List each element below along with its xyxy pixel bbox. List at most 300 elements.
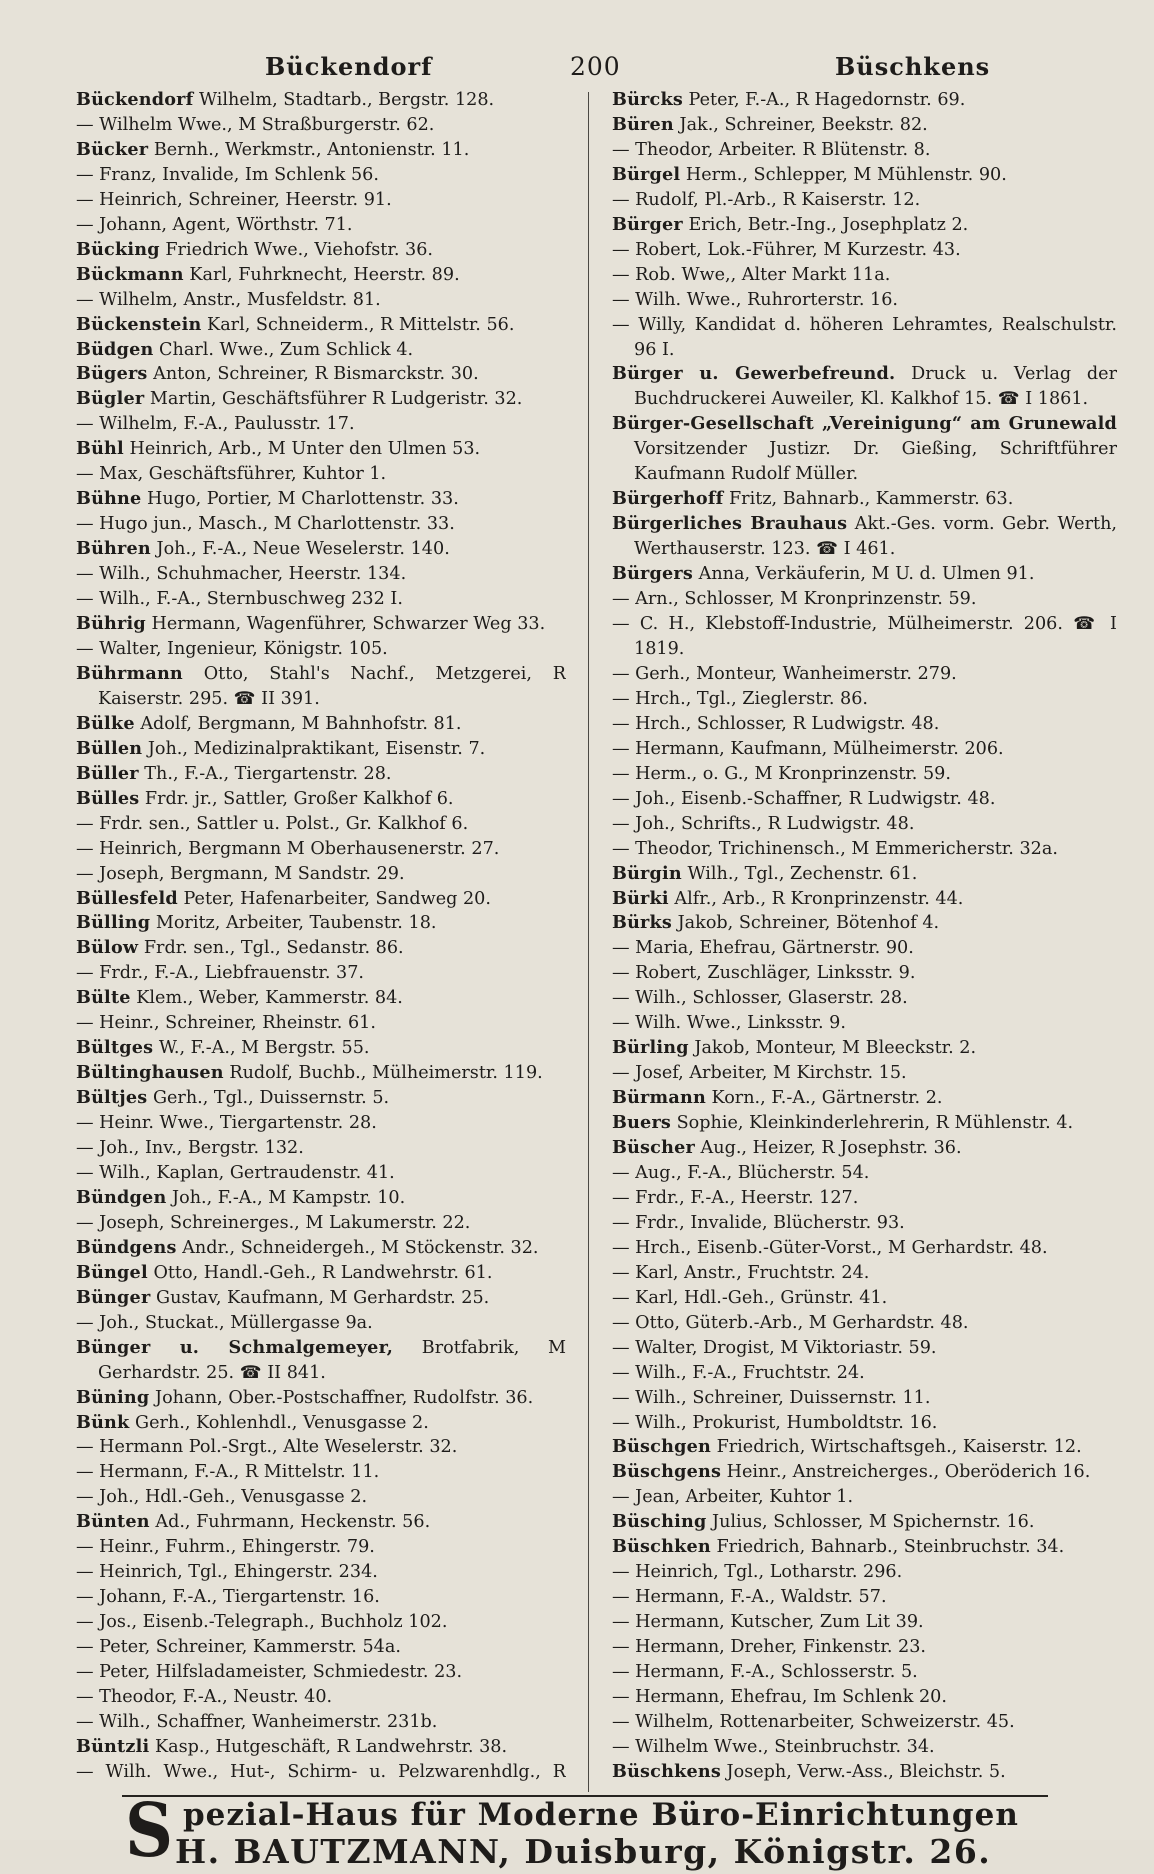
entry-details: — Frdr., F.-A., Heerstr. 127. (612, 1187, 859, 1208)
left-column (76, 88, 566, 1788)
directory-entry (612, 1411, 1117, 1436)
entry-surname: Bürgin (612, 862, 682, 884)
directory-entry (612, 1610, 1117, 1635)
entry-surname: Buers (612, 1112, 672, 1134)
entry-details: — Heinrich, Tgl., Lotharstr. 296. (612, 1562, 903, 1583)
entry-details: — Wilh. Wwe., Linksstr. 9. (612, 1013, 846, 1034)
entry-details: — Robert, Lok.-Führer, M Kurzestr. 43. (612, 239, 961, 260)
directory-entry (612, 961, 1117, 986)
entry-details: — Franz, Invalide, Im Schlenk 56. (76, 164, 379, 185)
directory-entry (76, 313, 566, 338)
directory-entry (612, 213, 1117, 238)
entry-surname: Bürger u. Gewerbefreund. (612, 363, 896, 385)
right-column (612, 88, 1117, 1788)
entry-details: W., F.-A., M Bergstr. 55. (158, 1038, 370, 1059)
entry-details: Rudolf, Buchb., Mülheimerstr. 119. (229, 1063, 543, 1084)
entry-surname: Bürger-Gesellschaft „Vereinigung“ am Grunewald (612, 413, 1117, 435)
entry-details: — Walter, Drogist, M Viktoriastr. 59. (612, 1337, 937, 1358)
directory-entry (76, 1411, 566, 1436)
directory-entry (612, 712, 1117, 737)
directory-entry (612, 487, 1117, 512)
directory-entry (76, 662, 566, 712)
entry-details: Anna, Verkäuferin, M U. d. Ulmen 91. (698, 564, 1035, 585)
entry-surname: Büschgen (612, 1436, 711, 1458)
directory-entry (76, 113, 566, 138)
directory-entry (76, 961, 566, 986)
directory-entry (76, 862, 566, 887)
directory-entry (612, 1186, 1117, 1211)
entry-surname: Büngel (76, 1261, 148, 1283)
directory-entry (612, 762, 1117, 787)
entry-details: — Joh., Hdl.-Geh., Venusgasse 2. (76, 1487, 368, 1508)
entry-details: Martin, Geschäftsführer R Ludgeristr. 32. (149, 389, 523, 410)
advertisement-line-1: pezial-Haus für Moderne Büro-Einrichtungen (183, 1797, 1019, 1833)
directory-entry (76, 138, 566, 163)
entry-details: — Wilh. Wwe., Ruhrorterstr. 16. (612, 289, 899, 310)
entry-details: Peter, Hafenarbeiter, Sandweg 20. (183, 888, 491, 909)
directory-entry (612, 812, 1117, 837)
entry-details: — Peter, Schreiner, Kammerstr. 54a. (76, 1637, 401, 1658)
entry-surname: Bügler (76, 388, 145, 410)
entry-surname: Büschgens (612, 1461, 722, 1483)
directory-entry (76, 1061, 566, 1086)
directory-entry (76, 612, 566, 637)
directory-entry (612, 1086, 1117, 1111)
directory-entry (612, 113, 1117, 138)
entry-details: Gustav, Kaufmann, M Gerhardstr. 25. (156, 1287, 490, 1308)
entry-details: Jak., Schreiner, Beekstr. 82. (679, 114, 928, 135)
entry-details: — Johann, F.-A., Tiergartenstr. 16. (76, 1587, 380, 1608)
directory-entry (612, 1735, 1117, 1760)
entry-details: Heinrich, Arb., M Unter den Ulmen 53. (129, 439, 481, 460)
entry-details: — Max, Geschäftsführer, Kuhtor 1. (76, 464, 387, 485)
entry-surname: Büntzli (76, 1735, 150, 1757)
entry-details: — Hugo jun., Masch., M Charlottenstr. 33. (76, 514, 455, 535)
directory-entry (76, 338, 566, 363)
entry-details: — Hermann, Ehefrau, Im Schlenk 20. (612, 1687, 947, 1707)
entry-details: — Wilh., F.-A., Fruchtstr. 24. (612, 1362, 865, 1383)
directory-entry (612, 138, 1117, 163)
directory-entry (76, 1510, 566, 1535)
directory-entry (612, 787, 1117, 812)
entry-details: — Wilh. Wwe., Hut-, Schirm- u. Pelzwarenhdlg., R (76, 1761, 566, 1782)
entry-details: Jakob, Monteur, M Bleeckstr. 2. (694, 1038, 977, 1059)
directory-entry (76, 1211, 566, 1236)
entry-surname: Bürling (612, 1037, 689, 1059)
entry-surname: Bündgens (76, 1236, 177, 1258)
entry-details: — Jean, Arbeiter, Kuhtor 1. (612, 1487, 854, 1508)
entry-details: Druck u. Verlag der Buchdruckerei Auweiler, Kl. Kalkhof 15. ☎ I 1861. (634, 364, 1117, 410)
entry-surname: Bülling (76, 912, 151, 934)
entry-details: — Josef, Arbeiter, M Kirchstr. 15. (612, 1063, 907, 1084)
directory-entry (76, 762, 566, 787)
entry-surname: Bürgerhoff (612, 488, 724, 510)
directory-entry (612, 1685, 1117, 1710)
advertisement-initial: S (125, 1788, 174, 1874)
entry-details: — Heinrich, Bergmann M Oberhausenerstr. 27. (76, 838, 500, 859)
entry-surname: Bücking (76, 238, 160, 260)
entry-details: — Aug., F.-A., Blücherstr. 54. (612, 1162, 870, 1183)
directory-entry (612, 687, 1117, 712)
directory-entry (76, 1386, 566, 1411)
entry-details: — Wilh., F.-A., Sternbuschweg 232 I. (76, 589, 403, 610)
entry-details: — C. H., Klebstoff-Industrie, Mülheimerstr. 206. ☎ I 1819. (612, 614, 1117, 659)
entry-details: — Wilhelm Wwe., M Straßburgerstr. 62. (76, 114, 435, 135)
entry-details: — Hermann, F.-A., R Mittelstr. 11. (76, 1462, 380, 1483)
entry-surname: Büllen (76, 737, 143, 759)
entry-details: Frdr. jr., Sattler, Großer Kalkhof 6. (144, 788, 454, 809)
directory-entry (612, 288, 1117, 313)
entry-details: Charl. Wwe., Zum Schlick 4. (159, 339, 414, 360)
entry-details: — Joseph, Bergmann, M Sandstr. 29. (76, 863, 405, 884)
directory-entry (76, 1111, 566, 1136)
entry-surname: Bültjes (76, 1087, 148, 1109)
advertisement-line-2: H. BAUTZMANN, Duisburg, Königstr. 26. (175, 1832, 992, 1871)
directory-entry (76, 1011, 566, 1036)
entry-details: — Joseph, Schreinerges., M Lakumerstr. 22. (76, 1212, 471, 1233)
directory-entry (612, 1510, 1117, 1535)
entry-surname: Bühren (76, 538, 151, 560)
entry-details: — Heinrich, Schreiner, Heerstr. 91. (76, 189, 392, 210)
entry-details: — Wilhelm, Rottenarbeiter, Schweizerstr. 45. (612, 1711, 1015, 1732)
entry-surname: Büschkens (612, 1760, 721, 1782)
directory-entry (76, 1585, 566, 1610)
directory-entry (76, 487, 566, 512)
directory-entry (76, 1560, 566, 1585)
entry-details: Adolf, Bergmann, M Bahnhofstr. 81. (140, 713, 462, 734)
directory-entry (76, 88, 566, 113)
directory-entry (612, 737, 1117, 762)
entry-surname: Büller (76, 762, 139, 784)
directory-entry (612, 263, 1117, 288)
directory-entry (612, 1136, 1117, 1161)
directory-entry (612, 1386, 1117, 1411)
directory-entry (612, 1485, 1117, 1510)
entry-surname: Büllesfeld (76, 887, 178, 909)
entry-details: — Joh., Schrifts., R Ludwigstr. 48. (612, 813, 915, 834)
entry-surname: Bünten (76, 1511, 150, 1533)
directory-entry (76, 362, 566, 387)
entry-surname: Bückmann (76, 263, 184, 285)
entry-surname: Bürgel (612, 163, 681, 185)
entry-surname: Bückendorf (76, 89, 194, 110)
entry-details: — Heinr., Schreiner, Rheinstr. 61. (76, 1013, 376, 1034)
entry-details: — Joh., Eisenb.-Schaffner, R Ludwigstr. 48. (612, 788, 996, 809)
entry-details: Kasp., Hutgeschäft, R Landwehrstr. 38. (154, 1736, 508, 1757)
entry-details: — Joh., Inv., Bergstr. 132. (76, 1138, 304, 1159)
directory-entry (76, 1660, 566, 1685)
entry-details: — Wilhelm Wwe., Steinbruchstr. 34. (612, 1736, 935, 1757)
directory-entry (76, 1485, 566, 1510)
directory-entry (76, 1286, 566, 1311)
entry-details: Akt.-Ges. vorm. Gebr. Werth, Werthauserstr. 123. ☎ I 461. (634, 514, 1117, 560)
directory-entry (76, 437, 566, 462)
directory-entry (76, 1261, 566, 1286)
entry-details: — Karl, Anstr., Fruchtstr. 24. (612, 1262, 870, 1283)
directory-entry (612, 1635, 1117, 1660)
entry-details: Erich, Betr.-Ing., Josephplatz 2. (688, 214, 969, 235)
entry-details: Hugo, Portier, M Charlottenstr. 33. (147, 489, 459, 510)
entry-surname: Bünger (76, 1286, 151, 1308)
directory-entry (612, 1061, 1117, 1086)
entry-surname: Bünk (76, 1411, 130, 1433)
entry-details: — Hrch., Schlosser, R Ludwigstr. 48. (612, 713, 940, 734)
entry-details: Julius, Schlosser, M Spichernstr. 16. (712, 1512, 1035, 1533)
entry-details: Johann, Ober.-Postschaffner, Rudolfstr. 36. (155, 1387, 534, 1408)
directory-entry (76, 512, 566, 537)
entry-details: — Peter, Hilfsladameister, Schmiedestr. 23. (76, 1662, 463, 1683)
directory-entry (612, 662, 1117, 687)
entry-surname: Bürgers (612, 563, 694, 585)
entry-details: — Hermann, F.-A., Waldstr. 57. (612, 1587, 887, 1608)
directory-entry (76, 986, 566, 1011)
entry-details: — Robert, Zuschläger, Linksstr. 9. (612, 963, 916, 984)
entry-details: — Herm., o. G., M Kronprinzenstr. 59. (612, 763, 951, 784)
entry-details: Gerh., Kohlenhdl., Venusgasse 2. (135, 1412, 429, 1433)
entry-details: — Heinr., Fuhrm., Ehingerstr. 79. (76, 1537, 375, 1558)
directory-entry (612, 1111, 1117, 1136)
entry-details: — Maria, Ehefrau, Gärtnerstr. 90. (612, 938, 914, 959)
column-divider (588, 92, 589, 1792)
directory-entry (76, 1161, 566, 1186)
directory-entry (76, 1336, 566, 1386)
entry-details: Friedrich, Bahnarb., Steinbruchstr. 34. (716, 1537, 1065, 1558)
entry-details: — Wilh., Kaplan, Gertraudenstr. 41. (76, 1162, 395, 1183)
entry-details: — Heinrich, Tgl., Ehingerstr. 234. (76, 1562, 378, 1583)
directory-entry (76, 1610, 566, 1635)
entry-surname: Büning (76, 1386, 150, 1408)
entry-details: Andr., Schneidergeh., M Stöckenstr. 32. (182, 1237, 539, 1258)
entry-surname: Bücker (76, 138, 149, 160)
entry-details: Brotfabrik, M Gerhardstr. 25. ☎ II 841. (98, 1337, 566, 1383)
entry-surname: Büscher (612, 1137, 695, 1159)
directory-entry (76, 387, 566, 412)
entry-details: — Heinr. Wwe., Tiergartenstr. 28. (76, 1113, 377, 1134)
directory-entry (612, 887, 1117, 912)
entry-details: — Wilhelm, Anstr., Musfeldstr. 81. (76, 289, 381, 310)
entry-details: Ad., Fuhrmann, Heckenstr. 56. (155, 1512, 431, 1533)
entry-details: — Frdr. sen., Sattler u. Polst., Gr. Kalkhof 6. (76, 813, 469, 834)
directory-entry (612, 837, 1117, 862)
entry-details: — Johann, Agent, Wörthstr. 71. (76, 214, 353, 235)
entry-surname: Bühl (76, 438, 124, 460)
entry-surname: Bültinghausen (76, 1062, 224, 1084)
directory-entry (612, 412, 1117, 487)
entry-surname: Bülte (76, 987, 131, 1009)
entry-surname: Büsching (612, 1511, 707, 1533)
entry-details: — Wilh., Schaffner, Wanheimerstr. 231b. (76, 1711, 438, 1732)
entry-surname: Bündgen (76, 1186, 167, 1208)
entry-details: — Walter, Ingenieur, Königstr. 105. (76, 638, 388, 659)
entry-details: — Karl, Hdl.-Geh., Grünstr. 41. (612, 1287, 888, 1308)
entry-details: — Gerh., Monteur, Wanheimerstr. 279. (612, 663, 957, 684)
directory-entry (612, 936, 1117, 961)
entry-details: — Frdr., Invalide, Blücherstr. 93. (612, 1212, 905, 1233)
directory-entry (612, 163, 1117, 188)
directory-entry (76, 1685, 566, 1710)
directory-entry (612, 1560, 1117, 1585)
directory-entry (612, 1535, 1117, 1560)
entry-details: — Arn., Schlosser, M Kronprinzenstr. 59. (612, 589, 977, 610)
directory-entry (612, 1585, 1117, 1610)
entry-details: — Otto, Güterb.-Arb., M Gerhardstr. 48. (612, 1312, 969, 1333)
entry-surname: Bürki (612, 887, 669, 909)
directory-entry (76, 1735, 566, 1760)
directory-entry (76, 288, 566, 313)
entry-details: Friedrich Wwe., Viehofstr. 36. (165, 239, 434, 260)
entry-details: — Hermann, Dreher, Finkenstr. 23. (612, 1637, 927, 1658)
directory-entry (76, 712, 566, 737)
directory-entry (76, 1460, 566, 1485)
entry-surname: Bünger u. Schmalgemeyer, (76, 1336, 394, 1358)
directory-entry (612, 1236, 1117, 1261)
entry-surname: Bührig (76, 613, 146, 635)
directory-entry (612, 313, 1117, 363)
directory-entry (76, 1136, 566, 1161)
directory-entry (612, 362, 1117, 412)
entry-surname: Bühne (76, 488, 142, 510)
directory-entry (612, 512, 1117, 562)
entry-surname: Bürcks (612, 89, 683, 110)
directory-entry (612, 1660, 1117, 1685)
directory-entry (76, 1760, 566, 1788)
directory-entry (76, 562, 566, 587)
entry-details: Heinr., Anstreicherges., Oberöderich 16. (726, 1462, 1091, 1483)
entry-details: Alfr., Arb., R Kronprinzenstr. 44. (674, 888, 964, 909)
entry-details: — Wilh., Schuhmacher, Heerstr. 134. (76, 564, 407, 585)
directory-entry (76, 263, 566, 288)
directory-entry (76, 1236, 566, 1261)
directory-entry (76, 1435, 566, 1460)
directory-entry (76, 1086, 566, 1111)
directory-entry (76, 238, 566, 263)
entry-details: Aug., Heizer, R Josephstr. 36. (700, 1138, 962, 1159)
directory-entry (76, 412, 566, 437)
directory-entry (76, 936, 566, 961)
entry-details: — Jos., Eisenb.-Telegraph., Buchholz 102. (76, 1612, 448, 1633)
running-head-right: Büschkens (835, 52, 991, 81)
directory-entry (612, 188, 1117, 213)
entry-details: Sophie, Kleinkinderlehrerin, R Mühlenstr. 4. (676, 1113, 1074, 1134)
entry-details: — Wilh., Schreiner, Duissernstr. 11. (612, 1387, 931, 1408)
entry-surname: Bürgerliches Brauhaus (612, 513, 848, 535)
directory-entry (76, 1535, 566, 1560)
entry-details: — Wilhelm, F.-A., Paulusstr. 17. (76, 414, 355, 435)
directory-entry (612, 1261, 1117, 1286)
directory-entry (76, 213, 566, 238)
entry-details: — Rob. Wwe,, Alter Markt 11a. (612, 264, 891, 285)
entry-details: — Hermann Pol.-Srgt., Alte Weselerstr. 32. (76, 1437, 458, 1458)
entry-details: — Frdr., F.-A., Liebfrauenstr. 37. (76, 963, 365, 984)
directory-entry (612, 1311, 1117, 1336)
entry-details: Fritz, Bahnarb., Kammerstr. 63. (728, 489, 1014, 510)
entry-details: Karl, Schneiderm., R Mittelstr. 56. (207, 314, 515, 335)
directory-entry (612, 1435, 1117, 1460)
page-number: 200 (570, 52, 621, 81)
directory-entry (76, 737, 566, 762)
entry-details: Korn., F.-A., Gärtnerstr. 2. (711, 1088, 943, 1109)
entry-details: Otto, Stahl's Nachf., Metzgerei, R Kaiserstr. 295. ☎ II 391. (98, 663, 566, 709)
entry-details: Wilh., Tgl., Zechenstr. 61. (687, 863, 918, 884)
advertisement (125, 1788, 1085, 1874)
entry-details: Friedrich, Wirtschaftsgeh., Kaiserstr. 12. (716, 1437, 1082, 1458)
entry-details: Klem., Weber, Kammerstr. 84. (136, 988, 403, 1009)
directory-entry (76, 188, 566, 213)
entry-details: — Hrch., Eisenb.-Güter-Vorst., M Gerhardstr. 48. (612, 1237, 1048, 1258)
directory-entry (76, 911, 566, 936)
directory-entry (76, 1635, 566, 1660)
directory-entry (612, 1211, 1117, 1236)
entry-details: — Wilh., Schlosser, Glaserstr. 28. (612, 988, 908, 1009)
entry-surname: Bültges (76, 1037, 154, 1059)
entry-surname: Bürmann (612, 1087, 706, 1109)
directory-entry (76, 637, 566, 662)
directory-entry (76, 837, 566, 862)
entry-details: Peter, F.-A., R Hagedornstr. 69. (688, 90, 966, 110)
entry-surname: Bürks (612, 912, 673, 934)
entry-details: — Hermann, F.-A., Schlosserstr. 5. (612, 1662, 918, 1683)
directory-entry (76, 1186, 566, 1211)
entry-surname: Bülow (76, 937, 139, 959)
entry-surname: Büschken (612, 1536, 711, 1558)
entry-details: Joseph, Verw.-Ass., Bleichstr. 5. (726, 1761, 1006, 1782)
directory-entry (612, 1011, 1117, 1036)
entry-details: Bernh., Werkmstr., Antonienstr. 11. (153, 139, 470, 160)
entry-surname: Bührmann (76, 662, 183, 684)
entry-details: Moritz, Arbeiter, Taubenstr. 18. (155, 913, 437, 934)
entry-details: — Wilh., Prokurist, Humboldtstr. 16. (612, 1412, 938, 1433)
entry-details: Vorsitzender Justizr. Dr. Gießing, Schriftführer Kaufmann Rudolf Müller. (634, 439, 1117, 485)
entry-details: Herm., Schlepper, M Mühlenstr. 90. (685, 164, 1007, 185)
directory-entry (76, 812, 566, 837)
entry-surname: Bügers (76, 363, 148, 385)
directory-entry (612, 238, 1117, 263)
entry-details: — Willy, Kandidat d. höheren Lehramtes, Realschulstr. 96 I. (612, 314, 1117, 360)
directory-entry (612, 986, 1117, 1011)
directory-entry (612, 587, 1117, 612)
entry-details: Jakob, Schreiner, Bötenhof 4. (677, 913, 940, 934)
directory-entry (612, 1036, 1117, 1061)
entry-surname: Büren (612, 113, 674, 135)
directory-entry (612, 862, 1117, 887)
entry-details: — Theodor, F.-A., Neustr. 40. (76, 1687, 333, 1707)
directory-entry (612, 1361, 1117, 1386)
directory-entry (612, 1161, 1117, 1186)
directory-entry (612, 1460, 1117, 1485)
entry-details: Joh., F.-A., Neue Weselerstr. 140. (156, 539, 450, 560)
directory-entry (612, 1710, 1117, 1735)
directory-entry (76, 887, 566, 912)
entry-details: — Rudolf, Pl.-Arb., R Kaiserstr. 12. (612, 189, 921, 210)
entry-details: — Hrch., Tgl., Zieglerstr. 86. (612, 688, 869, 709)
entry-surname: Bülles (76, 787, 140, 809)
entry-details: Gerh., Tgl., Duissernstr. 5. (152, 1088, 390, 1109)
directory-entry (612, 1336, 1117, 1361)
entry-details: Th., F.-A., Tiergartenstr. 28. (144, 763, 392, 784)
running-head-left: Bückendorf (265, 52, 433, 81)
directory-entry (76, 1036, 566, 1061)
directory-entry (76, 163, 566, 188)
directory-entry (612, 88, 1117, 113)
entry-surname: Bülke (76, 712, 135, 734)
directory-entry (76, 462, 566, 487)
directory-entry (76, 1311, 566, 1336)
entry-details: Joh., Medizinalpraktikant, Eisenstr. 7. (147, 738, 486, 759)
entry-details: Hermann, Wagenführer, Schwarzer Weg 33. (151, 614, 546, 635)
entry-details: Wilhelm, Stadtarb., Bergstr. 128. (199, 90, 495, 110)
entry-details: — Hermann, Kaufmann, Mülheimerstr. 206. (612, 738, 1004, 759)
entry-details: Karl, Fuhrknecht, Heerstr. 89. (189, 264, 460, 285)
